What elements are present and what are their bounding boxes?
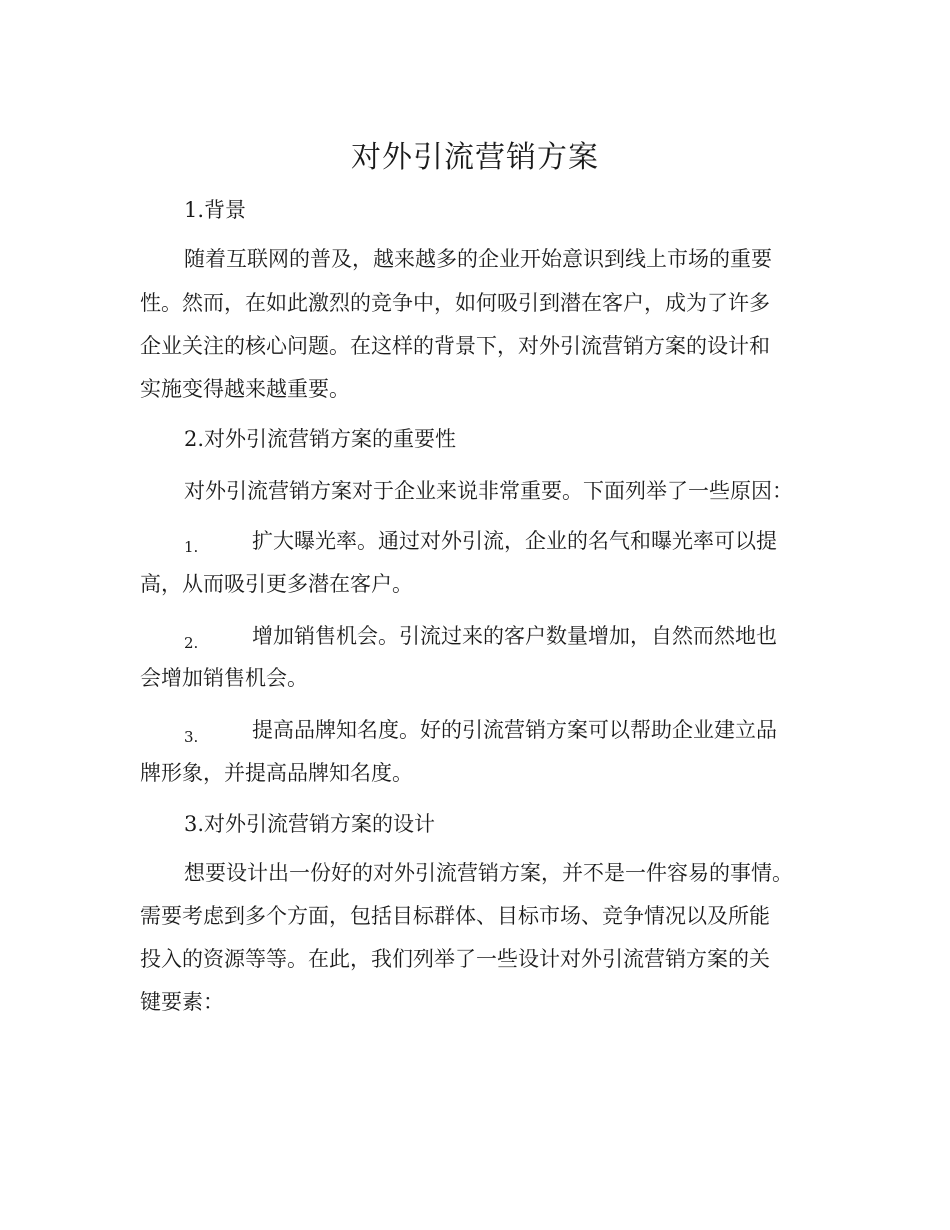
section1-paragraph-line: 实施变得越来越重要。 [140,377,350,401]
list-item-text: 增加销售机会。引流过来的客户数量增加，自然而然地也 [252,624,777,648]
section3-paragraph-line: 需要考虑到多个方面，包括目标群体、目标市场、竞争情况以及所能 [140,904,770,928]
list-item-number: 3. [184,728,199,746]
list-item-text-continued: 牌形象，并提高品牌知名度。 [140,761,413,785]
section1-heading: 1.背景 [184,198,247,222]
section1-paragraph-line: 随着互联网的普及，越来越多的企业开始意识到线上市场的重要 [184,247,772,271]
section3-heading: 3.对外引流营销方案的设计 [184,812,436,836]
document-title: 对外引流营销方案 [351,140,599,175]
section2-heading: 2.对外引流营销方案的重要性 [184,427,457,451]
list-item-text-continued: 高，从而吸引更多潜在客户。 [140,572,413,596]
section3-paragraph-line: 投入的资源等等。在此，我们列举了一些设计对外引流营销方案的关 [140,947,770,971]
list-item-number: 2. [184,634,199,652]
section3-paragraph-line: 想要设计出一份好的对外引流营销方案，并不是一件容易的事情。 [184,861,793,885]
list-item-number: 1. [184,538,199,556]
section1-paragraph-line: 企业关注的核心问题。在这样的背景下，对外引流营销方案的设计和 [140,334,770,358]
list-item-text: 提高品牌知名度。好的引流营销方案可以帮助企业建立品 [252,718,777,742]
section1-paragraph-line: 性。然而，在如此激烈的竞争中，如何吸引到潜在客户，成为了许多 [140,291,770,315]
list-item-text: 扩大曝光率。通过对外引流，企业的名气和曝光率可以提 [252,529,777,553]
list-item-text-continued: 会增加销售机会。 [140,666,308,690]
section3-paragraph-line: 键要素： [140,990,224,1014]
section2-intro: 对外引流营销方案对于企业来说非常重要。下面列举了一些原因： [184,479,793,503]
